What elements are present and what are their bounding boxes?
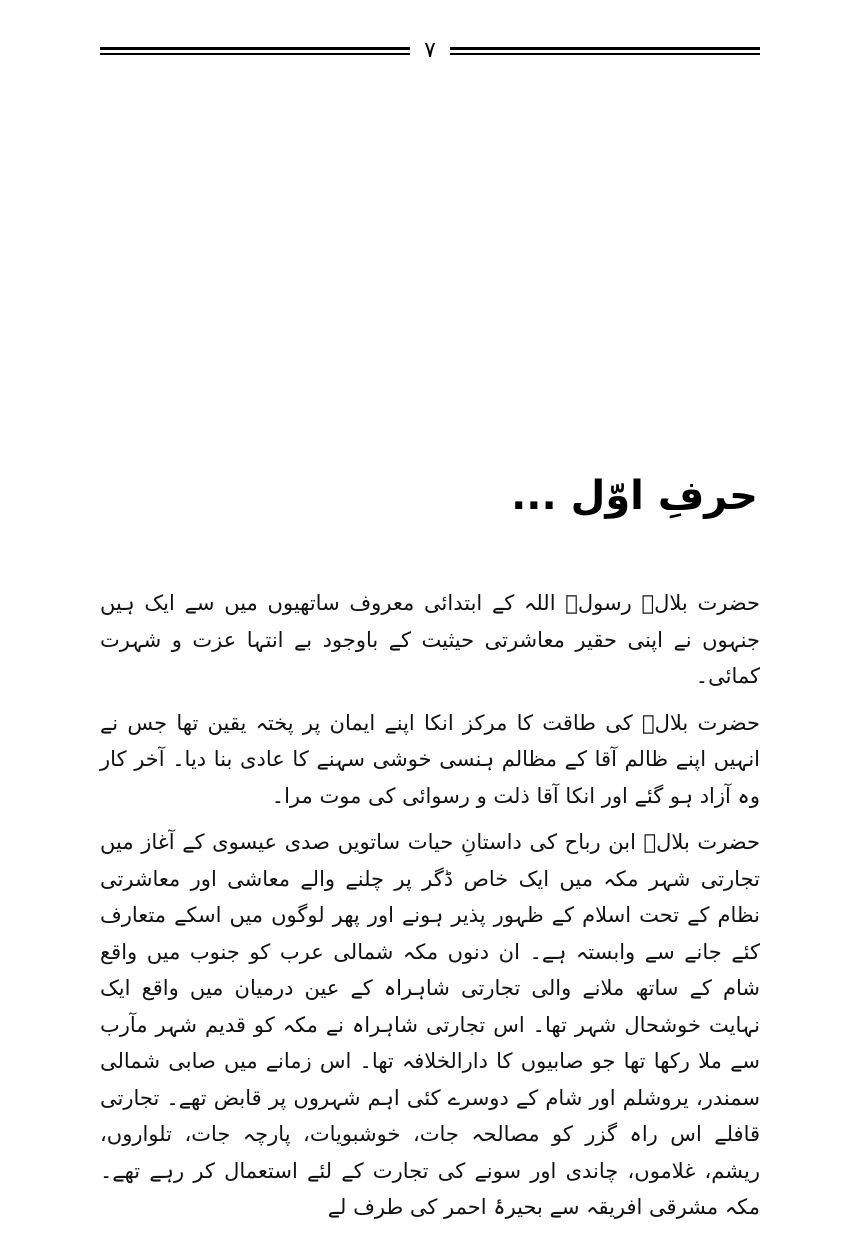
rule-line	[450, 53, 760, 55]
header-rule	[100, 40, 760, 64]
header-rule-left	[100, 47, 410, 57]
page-number: ۷	[424, 38, 436, 63]
header-rule-right	[450, 47, 760, 57]
paragraph: حضرت بلالؓ کی طاقت کا مرکز انکا اپنے ایمان پر پختہ یقین تھا جس نے انہیں اپنے ظالم آقا کے مظالم ہنسی خوشی سہنے کا عادی بنا دیا۔ آخر کار وہ آزاد ہو گئے اور انکا آقا ذلت و رسوائی کی موت مرا۔	[100, 710, 760, 808]
paragraph: حضرت بلالؓ رسولؐ اللہ کے ابتدائی معروف ساتھیوں میں سے ایک ہیں جنہوں نے اپنی حقیر معاشرتی حیثیت کے باوجود بے انتہا عزت و شہرت کمائی۔	[100, 591, 760, 688]
body-text	[100, 585, 760, 1236]
chapter-title: حرفِ اوّل ...	[511, 473, 758, 519]
rule-line	[100, 47, 410, 50]
rule-line	[450, 47, 760, 50]
rule-line	[100, 53, 410, 55]
paragraph: حضرت بلالؓ ابن رباح کی داستانِ حیات ساتویں صدی عیسوی کے آغاز میں تجارتی شہر مکہ میں ایک خاص ڈگر پر چلنے والے معاشی اور معاشرتی نظام کے تحت اسلام کے ظہور پذیر ہونے اور پھر لوگوں میں اسکے متعارف کئے جانے سے وابستہ ہے۔ ان دنوں مکہ شمالی عرب کو جنوب میں واقع شام کے ساتھ ملانے والی تجارتی شاہراہ کے عین درمیان میں واقع ایک نہایت خوشحال شہر تھا۔ اس تجارتی شاہراہ نے مکہ کو قدیم شہر مآرب سے ملا رکھا تھا جو صابیوں کا دارالخلافہ تھا۔ اس زمانے میں صابی شمالی سمندر، یروشلم اور شام کے دوسرے کئی اہم شہروں پر قابض تھے۔ تجارتی قافلے اس راہ گزر کو مصالحہ جات، خوشبویات، پارچہ جات، تلواروں، ریشم، غلاموں، چاندی اور سونے کی تجارت کے لئے استعمال کر رہے تھے۔ مکہ مشرقی افریقہ سے بحیرۂ احمر کی طرف لے	[100, 830, 760, 1219]
